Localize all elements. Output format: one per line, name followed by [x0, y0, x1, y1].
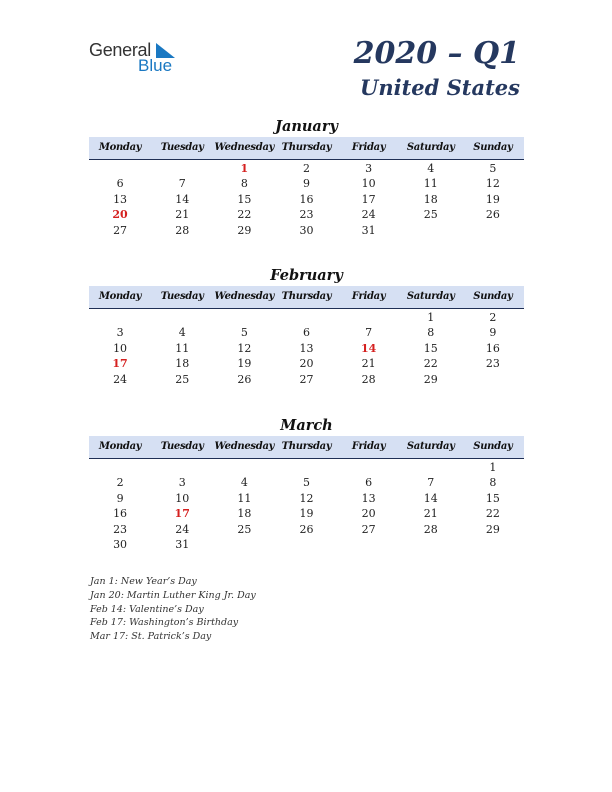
day-cell: 28 [361, 372, 376, 386]
day-cell: 24 [175, 522, 190, 536]
holiday-notes [90, 575, 256, 644]
holiday-day-cell: 17 [174, 507, 190, 521]
day-cell: 27 [299, 372, 314, 386]
week-row [89, 356, 524, 371]
page-title: 2020 – Q1 [353, 36, 520, 71]
week-row [89, 192, 524, 207]
day-cell: 29 [485, 522, 500, 536]
day-cell: 10 [113, 341, 128, 355]
day-cell: 4 [427, 162, 435, 175]
day-cell: 10 [361, 177, 376, 191]
day-cell: 18 [237, 507, 252, 521]
weekday-label: Thursday [281, 441, 332, 452]
day-cell: 3 [116, 326, 124, 340]
day-cell: 31 [175, 537, 190, 551]
day-cell: 6 [365, 476, 373, 490]
holiday-day-cell: 14 [360, 341, 377, 355]
week-row [89, 161, 524, 176]
holiday-day-cell: 1 [240, 162, 249, 175]
day-cell: 24 [113, 372, 128, 386]
day-cell: 30 [113, 537, 128, 551]
holiday-day-cell: 17 [112, 357, 128, 371]
day-cell: 22 [423, 357, 438, 371]
month-february [89, 266, 524, 387]
week-row [89, 325, 524, 340]
week-row [89, 460, 524, 475]
week-row [89, 522, 524, 537]
day-cell: 5 [489, 162, 497, 175]
day-cell [400, 223, 462, 238]
weekday-label: Monday [98, 291, 142, 302]
week-row [89, 310, 524, 325]
day-cell: 22 [485, 507, 500, 521]
weekday-label: Sunday [473, 441, 513, 452]
holiday-note: Feb 14: Valentine’s Day [90, 603, 204, 615]
weekday-label: Saturday [406, 441, 455, 452]
day-cell [400, 460, 462, 475]
weekday-label: Friday [351, 441, 386, 452]
weekday-label: Tuesday [160, 142, 204, 153]
weekday-label: Saturday [406, 142, 455, 153]
day-cell: 24 [361, 208, 376, 222]
weekday-label: Thursday [281, 291, 332, 302]
week-row [89, 207, 524, 222]
day-cell [462, 223, 524, 238]
day-cell: 23 [113, 522, 128, 536]
day-cell: 7 [427, 476, 435, 490]
week-row [89, 176, 524, 191]
weeks [89, 309, 524, 387]
day-cell: 1 [427, 311, 435, 324]
weekday-label: Wednesday [214, 291, 275, 302]
logo-text-blue: Blue [138, 56, 173, 75]
day-cell: 11 [175, 341, 190, 355]
day-cell [275, 460, 337, 475]
holiday-day-cell: 20 [112, 208, 128, 222]
day-cell: 7 [365, 326, 373, 340]
day-cell [89, 161, 151, 176]
day-cell [89, 310, 151, 325]
day-cell: 28 [423, 522, 438, 536]
month-march [89, 416, 524, 552]
day-cell: 16 [299, 192, 314, 206]
day-cell: 2 [116, 476, 124, 490]
week-row [89, 223, 524, 238]
day-cell [462, 537, 524, 552]
day-cell: 12 [299, 491, 314, 505]
day-cell: 12 [485, 177, 500, 191]
day-cell: 19 [485, 192, 500, 206]
day-cell: 28 [175, 223, 190, 237]
day-cell: 15 [485, 491, 500, 505]
weekday-header [89, 137, 524, 160]
day-cell: 13 [361, 491, 376, 505]
day-cell: 31 [361, 223, 376, 237]
day-cell: 19 [299, 507, 314, 521]
day-cell: 30 [299, 223, 314, 237]
day-cell: 4 [178, 326, 186, 340]
day-cell [338, 537, 400, 552]
day-cell [151, 460, 213, 475]
day-cell: 20 [299, 357, 314, 371]
day-cell: 16 [113, 507, 128, 521]
day-cell: 3 [178, 476, 186, 490]
day-cell: 26 [237, 372, 252, 386]
day-cell: 6 [302, 326, 310, 340]
week-row [89, 506, 524, 521]
weekday-header [89, 286, 524, 309]
weeks [89, 459, 524, 552]
day-cell: 1 [489, 461, 497, 474]
day-cell: 27 [113, 223, 128, 237]
day-cell: 2 [302, 162, 310, 175]
day-cell: 6 [116, 177, 124, 191]
day-cell: 9 [489, 326, 497, 340]
weeks [89, 160, 524, 238]
day-cell: 25 [237, 522, 252, 536]
month-name: March [280, 417, 333, 434]
weekday-label: Tuesday [160, 441, 204, 452]
day-cell: 15 [237, 192, 252, 206]
day-cell: 17 [361, 192, 376, 206]
month-january [89, 117, 524, 238]
day-cell: 18 [175, 357, 190, 371]
day-cell [275, 537, 337, 552]
day-cell [400, 537, 462, 552]
week-row [89, 372, 524, 387]
holiday-note: Jan 20: Martin Luther King Jr. Day [90, 589, 256, 601]
day-cell: 21 [175, 208, 190, 222]
day-cell: 22 [237, 208, 252, 222]
day-cell: 9 [116, 491, 124, 505]
day-cell [462, 372, 524, 387]
holiday-note: Feb 17: Washington’s Birthday [90, 617, 239, 629]
day-cell: 4 [240, 476, 248, 490]
day-cell: 26 [485, 208, 500, 222]
week-row [89, 341, 524, 356]
weekday-label: Wednesday [214, 142, 275, 153]
day-cell: 27 [361, 522, 376, 536]
day-cell: 16 [485, 341, 500, 355]
day-cell: 23 [299, 208, 314, 222]
day-cell: 9 [302, 177, 310, 191]
day-cell [213, 537, 275, 552]
day-cell: 25 [175, 372, 190, 386]
day-cell: 19 [237, 357, 252, 371]
day-cell: 8 [240, 177, 248, 191]
month-name: February [270, 267, 343, 284]
day-cell: 7 [178, 177, 186, 191]
day-cell: 2 [489, 311, 497, 324]
day-cell [213, 310, 275, 325]
weekday-label: Friday [351, 142, 386, 153]
day-cell: 23 [485, 357, 500, 371]
weekday-label: Monday [98, 142, 142, 153]
weekday-label: Friday [351, 291, 386, 302]
day-cell: 10 [175, 491, 190, 505]
day-cell: 12 [237, 341, 252, 355]
page-subtitle: United States [360, 75, 520, 100]
day-cell [151, 161, 213, 176]
day-cell [151, 310, 213, 325]
day-cell [338, 310, 400, 325]
weekday-label: Tuesday [160, 291, 204, 302]
logo-text-general: General [89, 40, 151, 60]
weekday-label: Sunday [473, 142, 513, 153]
day-cell: 18 [423, 192, 438, 206]
day-cell: 20 [361, 507, 376, 521]
day-cell: 13 [299, 341, 314, 355]
day-cell: 21 [361, 357, 376, 371]
weekday-header [89, 436, 524, 459]
day-cell: 8 [489, 476, 497, 490]
day-cell: 21 [423, 507, 438, 521]
weekday-label: Monday [98, 441, 142, 452]
day-cell: 5 [240, 326, 248, 340]
month-name: January [275, 118, 338, 135]
holiday-note: Mar 17: St. Patrick’s Day [90, 631, 212, 643]
day-cell: 15 [423, 341, 438, 355]
day-cell: 5 [302, 476, 310, 490]
day-cell [338, 460, 400, 475]
logo [89, 40, 189, 76]
holiday-note: Jan 1: New Year’s Day [90, 576, 197, 587]
day-cell: 25 [423, 208, 438, 222]
weekday-label: Thursday [281, 142, 332, 153]
weekday-label: Saturday [406, 291, 455, 302]
day-cell [213, 460, 275, 475]
week-row [89, 475, 524, 490]
day-cell: 26 [299, 522, 314, 536]
day-cell: 29 [423, 372, 438, 386]
day-cell: 11 [237, 491, 252, 505]
week-row [89, 491, 524, 506]
day-cell: 13 [113, 192, 128, 206]
weekday-label: Sunday [473, 291, 513, 302]
day-cell: 29 [237, 223, 252, 237]
day-cell: 11 [423, 177, 438, 191]
day-cell: 14 [423, 491, 438, 505]
weekday-label: Wednesday [214, 441, 275, 452]
day-cell [89, 460, 151, 475]
week-row [89, 537, 524, 552]
day-cell: 14 [175, 192, 190, 206]
day-cell [275, 310, 337, 325]
day-cell: 3 [365, 162, 373, 175]
day-cell: 8 [427, 326, 435, 340]
